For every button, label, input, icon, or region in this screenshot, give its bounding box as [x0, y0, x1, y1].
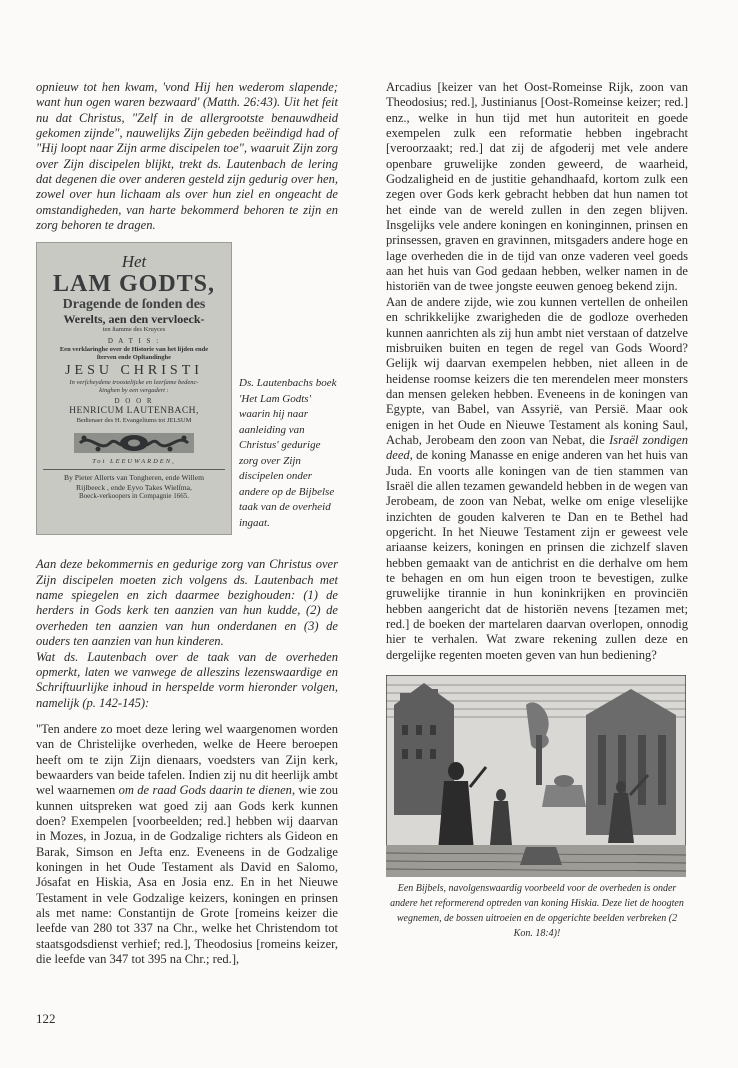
right-text-a: Aan de andere zijde, wie zou kunnen vertellen de onheilen en schrikkelijke zwarigheden die de godloze overheden kunnen aanrichten als zij hun ambt niet verstaan of datzelve misbruiken buiten en tegen de regel van Gods Woord? Gelijk wij daarvan exempelen hebben, niet alleen in de heidense roomse keizers die ten merendelen meer monsters dan mensen geleken hebben. Eveneens in de koningen van Egypte, van Babel, van Assyrië, van Persië. Maar ook enigen in het Oude en Nieuwe Testament als koning Saul, Achab, Jerobeam den zoon van Nebat, die: [386, 294, 688, 447]
quote-paragraph: [36, 722, 338, 968]
tp-lam: LAM GODTS,: [52, 271, 215, 298]
tp-verklaringe: Een verklaringhe over de Historie van het lijden ende: [59, 346, 209, 354]
tp-author: HENRICUM LAUTENBACH,: [69, 406, 199, 417]
tp-tot: In verſcheydene troostelijcke en leerſame bedenc-: [69, 379, 199, 387]
left-column: [36, 80, 338, 967]
tp-stamme: ten ſtamme des Kruyces: [102, 326, 166, 334]
tp-city: Tot LEEUWARDEN,: [92, 458, 176, 466]
hezekiah-etching-image: [386, 675, 686, 877]
etching-caption: Een Bijbels, navolgenswaardig voorbeeld voor de overheden is onder andere het reformerend optreden van koning Hiskia. Deze liet de hoogten wegnemen, de bossen uitroeien en de opgerichte beelden verbreken (2 Kon. 18:4)!: [390, 883, 684, 940]
book-title-page-image: [36, 242, 232, 535]
book-figure-caption: Ds. Lautenbachs boek 'Het Lam Godts' waarin hij naar aanleiding van Christus' gedurige zorg over Zijn discipelen onder andere op de Bijbelse taak van de overheid ingaat.: [239, 377, 337, 529]
tp-printer-line-3: Boeck-verkoopers in Compagnie 1665.: [78, 492, 190, 501]
tp-jesu-christi: JESU CHRISTI: [65, 363, 203, 379]
tp-het: Het: [121, 252, 147, 272]
right-paragraph-2: [386, 295, 688, 663]
tp-dragende: Dragende de ſonden des: [62, 297, 206, 313]
paragraph-2: Aan deze bekommernis en gedurige zorg van Christus over Zijn discipelen moeten zich volgens ds. Lautenbach met name spiegelen en zich daarmee bezighouden: (1) de herders in Gods kerk ten aanzien van hun kudde, (2) de overheden ten aanzien van hun onderdanen en (3) de ouders ten aanzien van hun kinderen.: [36, 557, 338, 649]
right-text-b: , de koning Manasse en enige anderen van het huis van Juda. En voorts alle koningen van de tien stammen van Israël die allen tezamen gewandeld hebben in de wegen van Jerobeam, de zoon van Nebat, welke om enige vleselijke inzichten de gouden kalveren te Dan en te Bethel had opgericht. In het Nieuwe Testament zijn er geweest vele ariaanse keizers, koningen en prinsen die zichzelf slaven hebben gemaakt van de antichrist en die derhalve om hem te behagen en om hun eigen troon te bevestigen, zulke gruwelijke tirannie in hun koninkrijken en provinciën hebben aangericht dat de historiën nevens [tezamen met; red.] de boeken der martelaren daarvan overlopen, onnodig hier te verhalen. Wat zware rekening zullen deze en dergelijke regenten moeten geven van hun bediening?: [386, 448, 688, 662]
quote-text-a: "Ten andere zo moet deze lering wel waargenomen worden van de Christelijke overheden, welke de Heere beroepen heeft om te zijn Zijn dienaars, voedsters van Zijn kerk, bewaarders van beide tafelen. Indien zij nu dit heerlijk ambt wel waarnemen: [36, 721, 338, 798]
quote-text-b: , wie zou kunnen uitspreken wat goed zij aan Gods kerk kunnen doen? Exempelen [voorbeelden; red.] hebben wij daarvan in Mozes, in Jozua, in de Godzalige richters als Gideon en Barak, Simson en Jefta enz. Eveneens in de Godzalige koningen in het Oude Testament als David en Salomo, Jósafat en Hiskia, Asa en Josia enz. En in het Nieuwe Testament in vele Godzalige keizers, koningen en prinsen als met name: Constantijn de Grote [romeins keizer die leefde van 280 tot 337 na Chr., welke het Christendom tot staatsgodsdienst verhief; red.], Theodosius [romeins keizer, die leefde van 347 tot 395 na Chr.; red.],: [36, 783, 338, 967]
right-paragraph-1: Arcadius [keizer van het Oost-Romeinse Rijk, zoon van Theodosius; red.], Justinianus [Oost-Romeinse keizer; red.] enz., welke in hun tijd met hun autoriteit en goede exempelen zulk een reformatie hebben ingebracht [veroorzaakt; red.] dat zij de afgoderij met vele andere openbare gruwelijke zonden geweerd, de waarheid, Godzaligheid en de justitie gehandhaafd, kortom zulk een zegen over Gods kerk gebracht hebben dat hun namen tot het einde van de wereld zullen in den zegen blijven. Insgelijks vele andere koningen en koninginnen, prinsen en prinsessen, graven en gravinnen, mitsgaders andere hoge en lage overheden die in de tijd van onze vaderen veel goeds aan het huis van God gedaan hebben, welker namen in de historiën van de twee jongste eeuwen genoeg bekend zijn.: [386, 80, 688, 294]
tp-printer-line-2: Rijlbeeck , ende Eyvo Takes Wielſma,: [76, 482, 192, 492]
intro-paragraph: opnieuw tot hen kwam, 'vond Hij hen wederom slapende; want hun ogen waren bezwaard' (Matth. 26:43). Uit het feit nu dat Christus, "Zelf in de allergrootste benauwdheid gekomen zijnde", nauwelijks Zijn gebeden beëindigd had of "Hij loopt naar Zijn arme discipelen toe", waaruit Zijn zorg over Zijn discipelen blijkt, trekt ds. Lautenbach de lering dat degenen die over anderen gesteld zijn gedurig over hen, zowel over hun lichaam als over hun ziel en ongeacht de omstandigheden, van harte bekommerd behoren te zijn en zorg behoren te dragen.: [36, 80, 338, 233]
printers-ornament-icon: [74, 430, 194, 456]
tp-printer-line-1: By Pieter Allerts van Tongheren, ende Willem: [64, 473, 204, 483]
right-emphasis: Israël zondigen deed: [386, 432, 688, 463]
paragraph-3: Wat ds. Lautenbach over de taak van de overheden opmerkt, laten we vanwege de alleszins lezenswaardige en Schriftuurlijke inhoud in herspelde vorm hieronder volgen, namelijk (p. 142-145):: [36, 649, 338, 710]
tp-sterven: ſterven ende Opſtandinghe: [96, 354, 172, 362]
tp-rule: [43, 469, 225, 470]
tp-bedienaer: Bedienaer des H. Evangeliums tot JELSUM: [76, 417, 192, 425]
tp-door: D O O R: [114, 397, 154, 406]
tp-kinghen: kinghen by een vergadert :: [99, 387, 169, 395]
book-figure: [36, 242, 338, 547]
tp-dat-is: D A T I S :: [107, 337, 161, 346]
quote-emphasis: om de raad Gods daarin te dienen: [118, 783, 292, 798]
page-number: 122: [36, 1011, 56, 1026]
tp-werelts: Werelts, aen den vervloeck-: [63, 312, 205, 327]
right-column: [386, 80, 688, 941]
